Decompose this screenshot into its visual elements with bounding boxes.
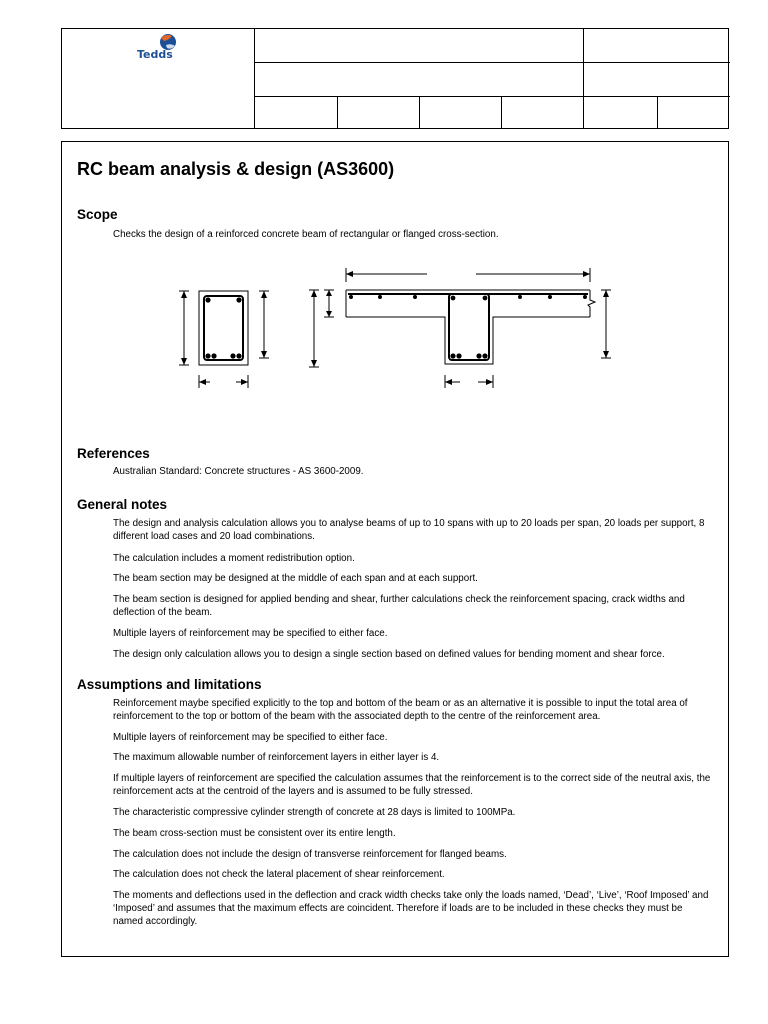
assumption: Reinforcement maybe specified explicitly to the top and bottom of the beam or as an alternative it is possible to input the total area of reinforcement to the top or bottom of the beam with the associated depth to the centre of the reinforcement area. (113, 698, 688, 722)
assumption: If multiple layers of reinforcement are specified the calculation assumes that the reinforcement is to the correct side of the neutral axis, the reinforcement acts at the centroid of the layers and is assumed to be fully stressed. (113, 773, 711, 797)
assumption: The calculation does not check the lateral placement of shear reinforcement. (113, 869, 445, 880)
header-divider (583, 29, 584, 129)
general-note: The design and analysis calculation allows you to analyse beams of up to 10 spans with up to 20 loads per span, 20 loads per support, 8 different load cases and 20 load combinations. (113, 518, 705, 542)
page-title: RC beam analysis & design (AS3600) (77, 159, 395, 179)
logo-cell (62, 29, 255, 128)
beam-cross-section-diagram (170, 262, 620, 392)
assumption: The calculation does not include the design of transverse reinforcement for flanged beams. (113, 849, 507, 860)
rect-beam-stirrup (204, 296, 243, 360)
assumption: The moments and deflections used in the deflection and crack width checks take only the loads named, ‘Dead’, ‘Live’, ‘Roof Imposed’ and ‘Imposed’ and assumes that the maximum effects are coincident. Therefore if loads are to be included in these checks they must be named accordingly. (113, 890, 709, 927)
general-notes-heading: General notes (77, 497, 168, 512)
assumption: Multiple layers of reinforcement may be specified to either face. (113, 732, 388, 743)
logo-text: Tedds (137, 48, 173, 61)
general-note: The beam section may be designed at the middle of each span and at each support. (113, 573, 478, 584)
references-heading: References (77, 446, 150, 461)
tee-beam-stirrup (449, 294, 489, 360)
general-note: The calculation includes a moment redistribution option. (113, 553, 355, 564)
assumption: The beam cross-section must be consistent over its entire length. (113, 828, 396, 839)
general-note: The beam section is designed for applied bending and shear, further calculations check the reinforcement spacing, crack widths and deflection of the beam. (113, 594, 685, 618)
references-text: Australian Standard: Concrete structures - AS 3600-2009. (113, 466, 364, 477)
header-divider (337, 96, 338, 129)
header-divider (255, 96, 730, 97)
tee-beam-outline (346, 290, 590, 364)
scope-text: Checks the design of a reinforced concrete beam of rectangular or flanged cross-section. (113, 229, 499, 240)
header-table (61, 28, 729, 129)
header-divider (657, 96, 658, 129)
scope-heading: Scope (77, 207, 118, 222)
general-note: Multiple layers of reinforcement may be specified to either face. (113, 628, 388, 639)
assumption: The maximum allowable number of reinforcement layers in either layer is 4. (113, 752, 440, 763)
assumption: The characteristic compressive cylinder strength of concrete at 28 days is limited to 100MPa. (113, 807, 516, 818)
header-divider (255, 62, 730, 63)
rect-beam-outline (199, 291, 248, 365)
header-divider (419, 96, 420, 129)
assumptions-heading: Assumptions and limitations (77, 677, 262, 692)
header-divider (501, 96, 502, 129)
general-note: The design only calculation allows you to design a single section based on defined values for bending moment and shear force. (113, 649, 665, 660)
